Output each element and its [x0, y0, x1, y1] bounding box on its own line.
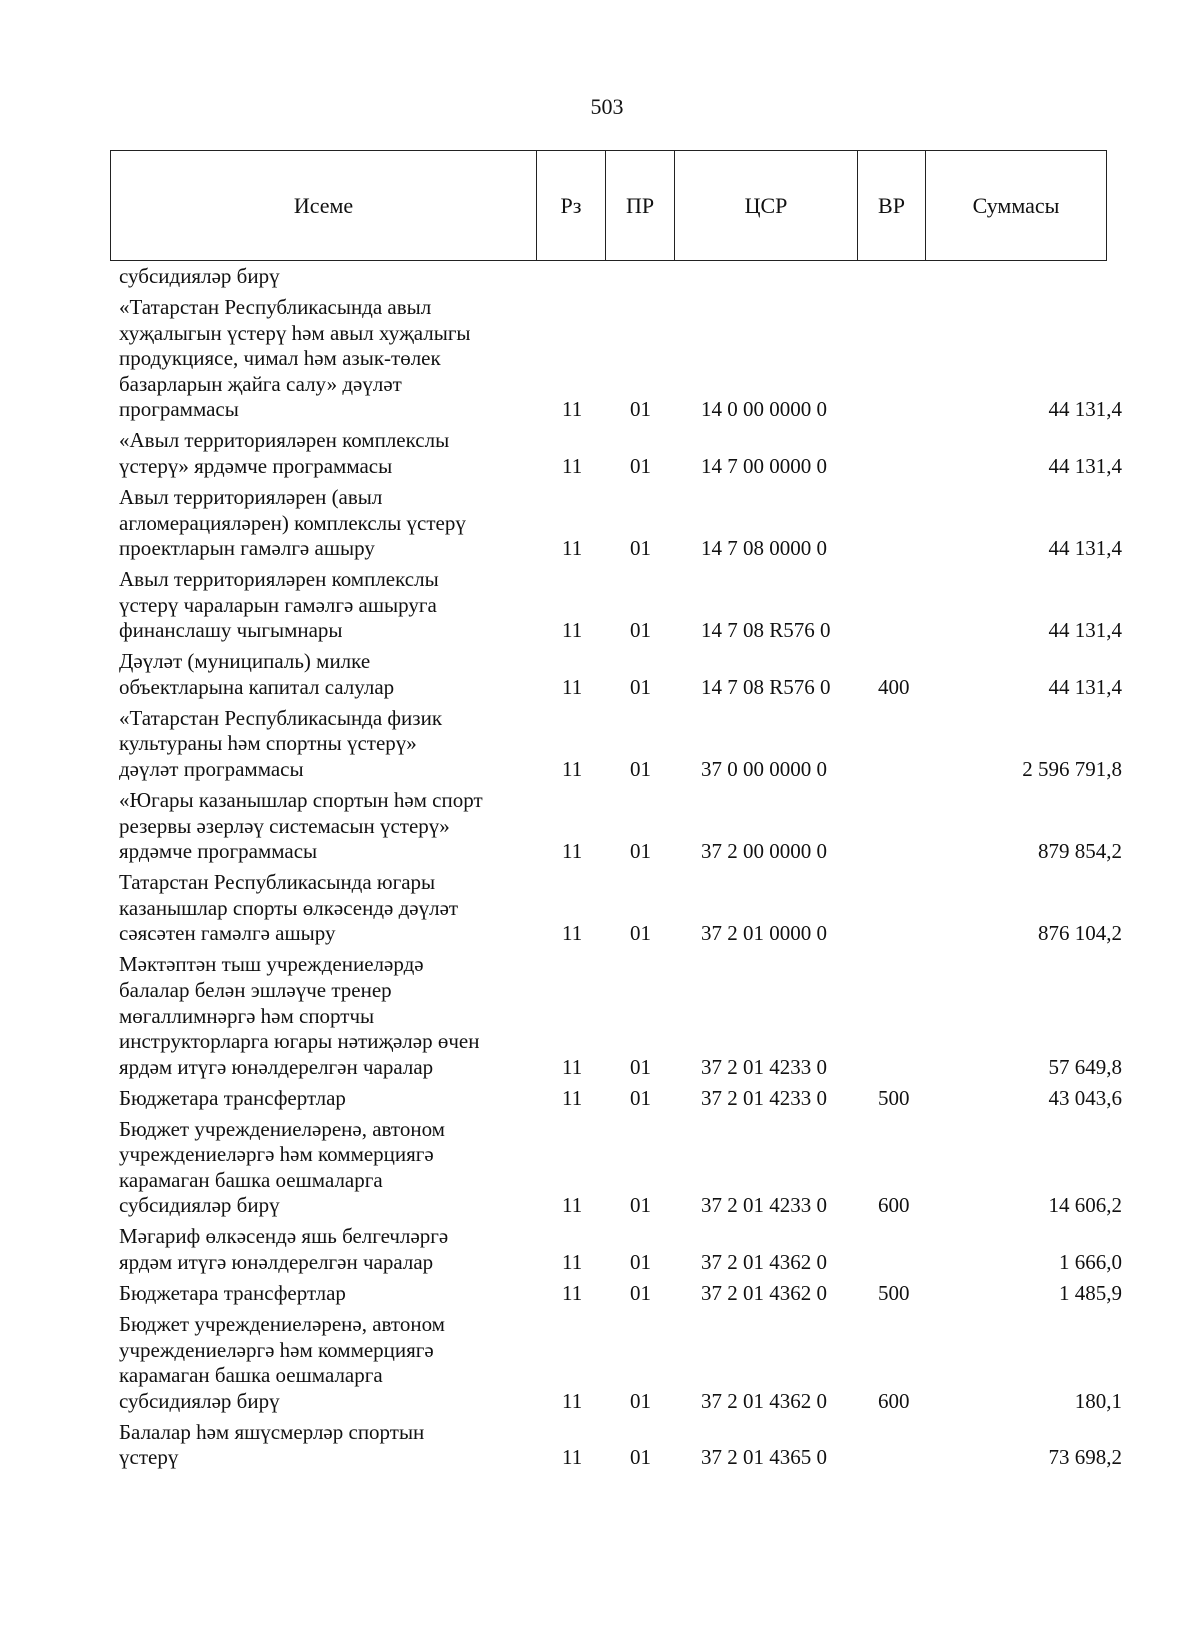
header-pr: ПР [606, 151, 675, 261]
row-name-line: Бюджетара трансфертлар [119, 1085, 346, 1110]
row-name-line: ярдәмче программасы [119, 839, 318, 864]
row-name [119, 706, 529, 783]
table-row [0, 1117, 1200, 1219]
row-name-line: Балалар һәм яшүсмерләр спортын [119, 1419, 425, 1444]
table-row [0, 485, 1200, 562]
row-sum: 44 131,4 [1048, 453, 1122, 478]
row-rz: 11 [562, 1193, 583, 1218]
row-name [119, 295, 529, 423]
row-sum: 44 131,4 [1048, 618, 1122, 643]
row-name-line: Бюджет учреждениеләренә, автоном [119, 1312, 445, 1337]
row-name-line: учреждениеләргә һәм коммерциягә [119, 1142, 434, 1167]
row-name-line: ярдәм итүгә юнәлдерелгән чаралар [119, 1054, 434, 1079]
row-sum: 57 649,8 [1048, 1054, 1122, 1079]
row-rz: 11 [562, 1054, 583, 1079]
row-name-line: сәясәтен гамәлгә ашыру [119, 921, 336, 946]
row-name [119, 1420, 529, 1471]
table-row [0, 295, 1200, 423]
row-name-line: «Югары казанышлар спортын һәм спорт [119, 788, 483, 813]
row-name-line: объектларына капитал салулар [119, 674, 395, 699]
row-csr: 37 2 01 0000 0 [701, 921, 827, 946]
row-name-line: үстерү чараларын гамәлгә ашыруга [119, 592, 437, 617]
table-body [0, 264, 1200, 1476]
row-name-line: субсидияләр бирү [119, 1388, 280, 1413]
row-name-line: культураны һәм спортны үстерү» [119, 731, 417, 756]
row-name-line: программасы [119, 397, 239, 422]
row-name-line: резервы әзерләү системасын үстерү» [119, 813, 450, 838]
row-name [119, 1086, 529, 1112]
row-name-line: үстерү [119, 1445, 179, 1470]
row-name-line: инструкторларга югары нәтиҗәләр өчен [119, 1029, 480, 1054]
row-name-line: мөгаллимнәргә һәм спортчы [119, 1003, 375, 1028]
row-pr: 01 [630, 757, 651, 782]
row-sum: 73 698,2 [1048, 1445, 1122, 1470]
row-name [119, 264, 529, 290]
row-name [119, 485, 529, 562]
table-row [0, 788, 1200, 865]
row-csr: 37 2 01 4233 0 [701, 1193, 827, 1218]
row-name-line: базарларын җайга салу» дәүләт [119, 371, 402, 396]
row-name [119, 428, 529, 479]
row-name-line: Дәүләт (муниципаль) милке [119, 649, 371, 674]
row-csr: 37 2 01 4362 0 [701, 1250, 827, 1275]
row-sum: 2 596 791,8 [1022, 757, 1122, 782]
row-csr: 37 2 01 4233 0 [701, 1085, 827, 1110]
row-name-line: балалар белән эшләүче тренер [119, 977, 392, 1002]
row-csr: 14 0 00 0000 0 [701, 397, 827, 422]
row-name [119, 1117, 529, 1219]
row-pr: 01 [630, 536, 651, 561]
row-csr: 14 7 00 0000 0 [701, 453, 827, 478]
row-name-line: Мәктәптән тыш учреждениеләрдә [119, 952, 424, 977]
table-row [0, 649, 1200, 700]
row-csr: 37 2 00 0000 0 [701, 839, 827, 864]
row-name [119, 952, 529, 1080]
row-pr: 01 [630, 1250, 651, 1275]
row-sum: 44 131,4 [1048, 397, 1122, 422]
row-name [119, 1312, 529, 1414]
row-pr: 01 [630, 1193, 651, 1218]
row-sum: 876 104,2 [1038, 921, 1122, 946]
header-sum: Суммасы [926, 151, 1107, 261]
row-name-line: хуҗалыгын үстерү һәм авыл хуҗалыгы [119, 320, 471, 345]
table-row [0, 952, 1200, 1080]
row-name-line: Авыл территорияләрен (авыл [119, 484, 383, 509]
row-pr: 01 [630, 453, 651, 478]
row-name-line: агломерацияләрен) комплекслы үстерү [119, 510, 466, 535]
row-pr: 01 [630, 1388, 651, 1413]
row-rz: 11 [562, 757, 583, 782]
row-rz: 11 [562, 397, 583, 422]
row-name-line: Авыл территорияләрен комплекслы [119, 567, 439, 592]
row-pr: 01 [630, 397, 651, 422]
row-name-line: Татарстан Республикасында югары [119, 870, 436, 895]
row-csr: 14 7 08 R576 0 [701, 618, 831, 643]
table-row [0, 1086, 1200, 1112]
row-sum: 43 043,6 [1048, 1085, 1122, 1110]
row-name-line: Бюджет учреждениеләренә, автоном [119, 1116, 445, 1141]
row-sum: 14 606,2 [1048, 1193, 1122, 1218]
row-csr: 37 2 01 4362 0 [701, 1281, 827, 1306]
row-rz: 11 [562, 1085, 583, 1110]
row-name-line: Бюджетара трансфертлар [119, 1281, 346, 1306]
row-name-line: «Татарстан Республикасында авыл [119, 294, 432, 319]
row-sum: 44 131,4 [1048, 536, 1122, 561]
row-name-line: үстерү» ярдәмче программасы [119, 453, 393, 478]
row-csr: 37 2 01 4362 0 [701, 1388, 827, 1413]
row-name-line: карамаган башка оешмаларга [119, 1167, 383, 1192]
table-row [0, 706, 1200, 783]
row-csr: 14 7 08 0000 0 [701, 536, 827, 561]
row-name-line: карамаган башка оешмаларга [119, 1363, 383, 1388]
row-name-line: финанслашу чыгымнары [119, 618, 343, 643]
row-name-line: «Авыл территорияләрен комплекслы [119, 428, 450, 453]
row-sum: 44 131,4 [1048, 674, 1122, 699]
row-vr: 500 [878, 1281, 910, 1306]
row-pr: 01 [630, 1281, 651, 1306]
row-rz: 11 [562, 1388, 583, 1413]
row-csr: 37 2 01 4233 0 [701, 1054, 827, 1079]
row-name-line: продукциясе, чимал һәм азык-төлек [119, 346, 441, 371]
row-csr: 37 2 01 4365 0 [701, 1445, 827, 1470]
header-name: Исеме [111, 151, 537, 261]
row-name [119, 1224, 529, 1275]
row-name-line: учреждениеләргә һәм коммерциягә [119, 1337, 434, 1362]
row-name-line: казанышлар спорты өлкәсендә дәүләт [119, 895, 459, 920]
table-row [0, 1420, 1200, 1471]
row-sum: 180,1 [1074, 1388, 1122, 1413]
row-pr: 01 [630, 839, 651, 864]
header-vr: ВР [858, 151, 926, 261]
row-rz: 11 [562, 536, 583, 561]
row-rz: 11 [562, 674, 583, 699]
header-rz: Рз [537, 151, 606, 261]
row-name [119, 567, 529, 644]
row-name-line: субсидияләр бирү [119, 264, 280, 288]
row-pr: 01 [630, 618, 651, 643]
table-row [0, 1281, 1200, 1307]
row-vr: 400 [878, 674, 910, 699]
row-rz: 11 [562, 618, 583, 643]
row-name [119, 1281, 529, 1307]
row-vr: 600 [878, 1388, 910, 1413]
table-row [0, 1312, 1200, 1414]
row-name-line: дәүләт программасы [119, 757, 304, 782]
row-rz: 11 [562, 453, 583, 478]
table-row [0, 567, 1200, 644]
row-vr: 600 [878, 1193, 910, 1218]
row-csr: 37 0 00 0000 0 [701, 757, 827, 782]
row-vr: 500 [878, 1085, 910, 1110]
row-rz: 11 [562, 1250, 583, 1275]
row-name-line: субсидияләр бирү [119, 1193, 280, 1218]
table-row [0, 1224, 1200, 1275]
table-header [110, 150, 1107, 261]
row-sum: 1 666,0 [1059, 1250, 1122, 1275]
row-name-line: ярдәм итүгә юнәлдерелгән чаралар [119, 1250, 434, 1275]
row-name-line: проектларын гамәлгә ашыру [119, 536, 375, 561]
row-pr: 01 [630, 1445, 651, 1470]
row-rz: 11 [562, 1445, 583, 1470]
row-pr: 01 [630, 921, 651, 946]
row-name [119, 788, 529, 865]
row-sum: 1 485,9 [1059, 1281, 1122, 1306]
row-csr: 14 7 08 R576 0 [701, 674, 831, 699]
page-number: 503 [590, 94, 624, 119]
table-row [0, 870, 1200, 947]
row-pr: 01 [630, 1054, 651, 1079]
row-sum: 879 854,2 [1038, 839, 1122, 864]
table-row [0, 428, 1200, 479]
row-name [119, 649, 529, 700]
row-rz: 11 [562, 1281, 583, 1306]
table-row [0, 264, 1200, 290]
header-csr: ЦСР [675, 151, 858, 261]
row-name-line: Мәгариф өлкәсендә яшь белгечләргә [119, 1224, 449, 1249]
row-pr: 01 [630, 674, 651, 699]
row-rz: 11 [562, 921, 583, 946]
row-name-line: «Татарстан Республикасында физик [119, 705, 443, 730]
row-rz: 11 [562, 839, 583, 864]
row-name [119, 870, 529, 947]
row-pr: 01 [630, 1085, 651, 1110]
